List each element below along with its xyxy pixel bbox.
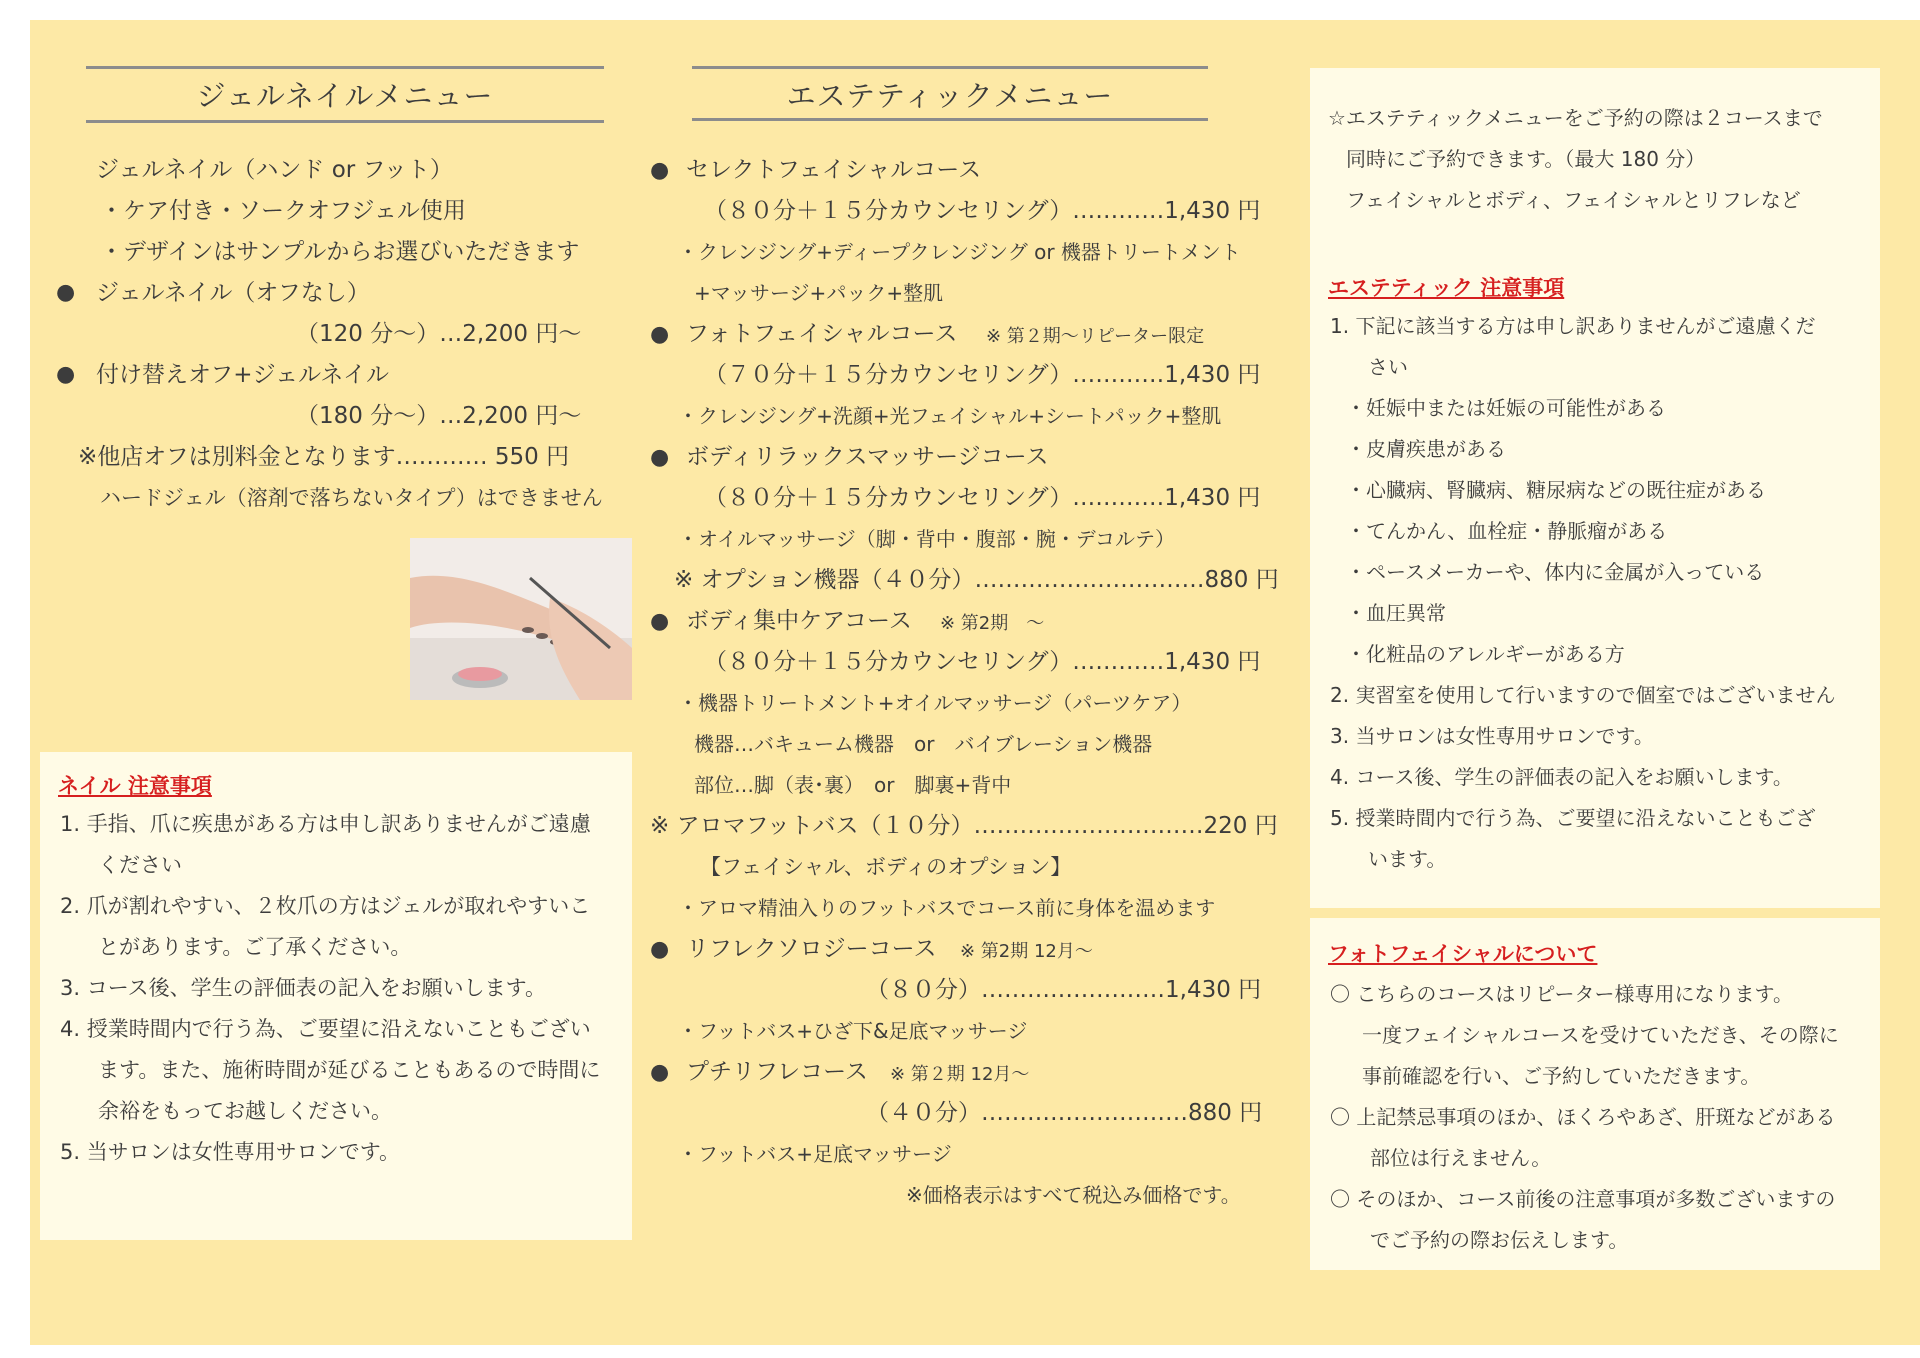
nail-note: 4. 授業時間内で行う為、ご要望に沿えないこともござい [60, 1017, 591, 1041]
esthe-note: 1. 下記に該当する方は申し訳ありませんがご遠慮くだ [1330, 314, 1816, 338]
nail-note: 1. 手指、爪に疾患がある方は申し訳ありませんがご遠慮 [60, 812, 591, 836]
esthe-course-price: （７０分＋１５分カウンセリング）…………1,430 円 [704, 362, 1261, 388]
esthe-notes-title: エステティック 注意事項 [1328, 276, 1565, 300]
divider [86, 120, 604, 123]
nail-note: とがあります。ご了承ください。 [98, 935, 412, 959]
esthe-course-tag: ※ 第２期～リピーター限定 [986, 326, 1205, 347]
nail-note: 2. 爪が割れやすい、２枚爪の方はジェルが取れやすいこ [60, 894, 591, 918]
esthe-note: さい [1368, 355, 1408, 379]
esthe-course-tag: ※ 第2期 12月～ [960, 941, 1093, 962]
tax-note: ※価格表示はすべて税込み価格です。 [906, 1183, 1241, 1207]
esthe-note: ・ペースメーカーや、体内に金属が入っている [1346, 560, 1765, 584]
esthe-course-tag: ※ 第2期 ～ [940, 613, 1045, 634]
esthe-course-name: リフレクソロジーコース [686, 936, 937, 962]
esthe-course-detail: ・クレンジング+洗顔+光フェイシャル+シートパック+整肌 [678, 404, 1222, 428]
divider [86, 66, 604, 69]
nail-note: ください [98, 853, 182, 877]
esthe-note: います。 [1368, 847, 1447, 871]
esthe-course-detail: ・フットバス+足底マッサージ [678, 1142, 952, 1166]
nail-photo [410, 538, 632, 700]
esthe-course-detail: 部位…脚（表･裏） or 脚裏+背中 [694, 773, 1012, 797]
nail-note: 5. 当サロンは女性専用サロンです。 [60, 1140, 401, 1164]
esthe-course-detail: ・クレンジング+ディープクレンジング or 機器トリートメント [678, 240, 1241, 264]
esthe-course-name: プチリフレコース [686, 1059, 868, 1085]
esthe-course-name: ボディリラックスマッサージコース [686, 444, 1049, 470]
esthe-note: ・心臓病、腎臓病、糖尿病などの既往症がある [1346, 478, 1766, 502]
nail-note: ます。また、施術時間が延びることもあるので時間に [98, 1058, 601, 1082]
nail-note: 余裕をもってお越しください。 [98, 1099, 392, 1123]
bullet-icon: ● [650, 322, 670, 347]
esthe-note: ・妊娠中または妊娠の可能性がある [1346, 396, 1666, 420]
photo-facial-note: 部位は行えません。 [1370, 1146, 1552, 1170]
esthe-course-detail: +マッサージ+パック+整肌 [694, 281, 944, 305]
bullet-icon: ● [56, 362, 76, 387]
esthe-course-price: （８０分）……………………1,430 円 [866, 977, 1262, 1003]
esthe-course-detail: 機器…バキューム機器 or バイブレーション機器 [694, 732, 1153, 756]
bullet-icon: ● [650, 609, 670, 634]
intro-line: 同時にご予約できます。（最大 180 分） [1346, 147, 1706, 171]
esthe-course-price: （８０分＋１５分カウンセリング）…………1,430 円 [704, 649, 1261, 675]
esthe-note: ・皮膚疾患がある [1346, 437, 1506, 461]
esthe-note: 4. コース後、学生の評価表の記入をお願いします。 [1330, 765, 1793, 789]
nail-note: 3. コース後、学生の評価表の記入をお願いします。 [60, 976, 546, 1000]
gel-item-replace: 付け替えオフ+ジェルネイル [96, 362, 389, 388]
bullet-icon: ● [650, 1060, 670, 1085]
esthe-course-detail: ・オイルマッサージ（脚・背中・腹部・腕・デコルテ） [678, 527, 1175, 551]
esthe-course-tag: ※ 第２期 12月～ [890, 1064, 1030, 1085]
esthe-note: ・てんかん、血栓症・静脈瘤がある [1346, 519, 1668, 543]
gel-item-note: ・デザインはサンプルからお選びいただきます [100, 239, 580, 265]
esthe-note: 5. 授業時間内で行う為、ご要望に沿えないこともござ [1330, 806, 1816, 830]
photo-facial-note: 〇 こちらのコースはリピーター様専用になります。 [1330, 982, 1793, 1006]
gel-item-price: （180 分～）…2,200 円～ [296, 403, 582, 429]
esthe-course-name: セレクトフェイシャルコース [686, 157, 982, 183]
esthe-course-price: （８０分＋１５分カウンセリング）…………1,430 円 [704, 198, 1261, 224]
photo-facial-note: 〇 上記禁忌事項のほか、ほくろやあざ、肝斑などがある [1330, 1105, 1836, 1129]
esthe-option: ※ アロマフットバス（１０分）…………………………220 円 [650, 813, 1278, 839]
photo-facial-note: でご予約の際お伝えします。 [1370, 1228, 1629, 1252]
gel-item-main: ジェルネイル（ハンド or フット） [96, 157, 453, 183]
gel-item-note: ・ケア付き・ソークオフジェル使用 [100, 198, 466, 224]
esthe-note: 3. 当サロンは女性専用サロンです。 [1330, 724, 1654, 748]
esthe-course-detail: ・フットバス+ひざ下&足底マッサージ [678, 1019, 1028, 1043]
gel-item-note: ハードジェル（溶剤で落ちないタイプ）はできません [100, 486, 603, 510]
divider [692, 66, 1208, 69]
nail-notes-title: ネイル 注意事項 [58, 774, 212, 798]
esthe-note: ・化粧品のアレルギーがある方 [1346, 642, 1625, 666]
intro-line: フェイシャルとボディ、フェイシャルとリフレなど [1346, 188, 1801, 212]
esthe-course-detail: ・機器トリートメント+オイルマッサージ（パーツケア） [678, 691, 1192, 715]
esthe-menu-title: エステティックメニュー [786, 79, 1114, 113]
intro-line: ☆エステティックメニューをご予約の際は２コースまで [1328, 106, 1823, 130]
bullet-icon: ● [650, 445, 670, 470]
esthe-course-name: フォトフェイシャルコース [686, 321, 958, 347]
esthe-option: ※ オプション機器（４０分）…………………………880 円 [674, 567, 1279, 593]
photo-facial-note: 〇 そのほか、コース前後の注意事項が多数ございますの [1330, 1187, 1836, 1211]
esthe-course-price: （８０分＋１５分カウンセリング）…………1,430 円 [704, 485, 1261, 511]
esthe-note: ・血圧異常 [1346, 601, 1446, 625]
esthe-note: 2. 実習室を使用して行いますので個室ではございません [1330, 683, 1836, 707]
bullet-icon: ● [56, 280, 76, 305]
gel-menu-title: ジェルネイルメニュー [196, 79, 494, 113]
bullet-icon: ● [650, 158, 670, 183]
photo-facial-title: フォトフェイシャルについて [1328, 942, 1598, 966]
gel-menu-header [86, 66, 604, 124]
photo-facial-note: 事前確認を行い、ご予約していただきます。 [1362, 1064, 1761, 1088]
divider [692, 118, 1208, 121]
esthe-course-detail: 【フェイシャル、ボディのオプション】 [700, 855, 1072, 879]
esthe-course-name: ボディ集中ケアコース [686, 608, 912, 634]
gel-item-nooff: ジェルネイル（オフなし） [96, 280, 370, 306]
esthe-course-price: （４０分）………………………880 円 [866, 1100, 1263, 1126]
gel-item-note: ※他店オフは別料金となります………… 550 円 [78, 444, 570, 470]
photo-facial-note: 一度フェイシャルコースを受けていただき、その際に [1362, 1023, 1839, 1047]
esthe-menu-header [692, 66, 1208, 122]
gel-item-price: （120 分～）…2,200 円～ [296, 321, 582, 347]
bullet-icon: ● [650, 937, 670, 962]
esthe-course-detail: ・アロマ精油入りのフットバスでコース前に身体を温めます [678, 896, 1216, 920]
